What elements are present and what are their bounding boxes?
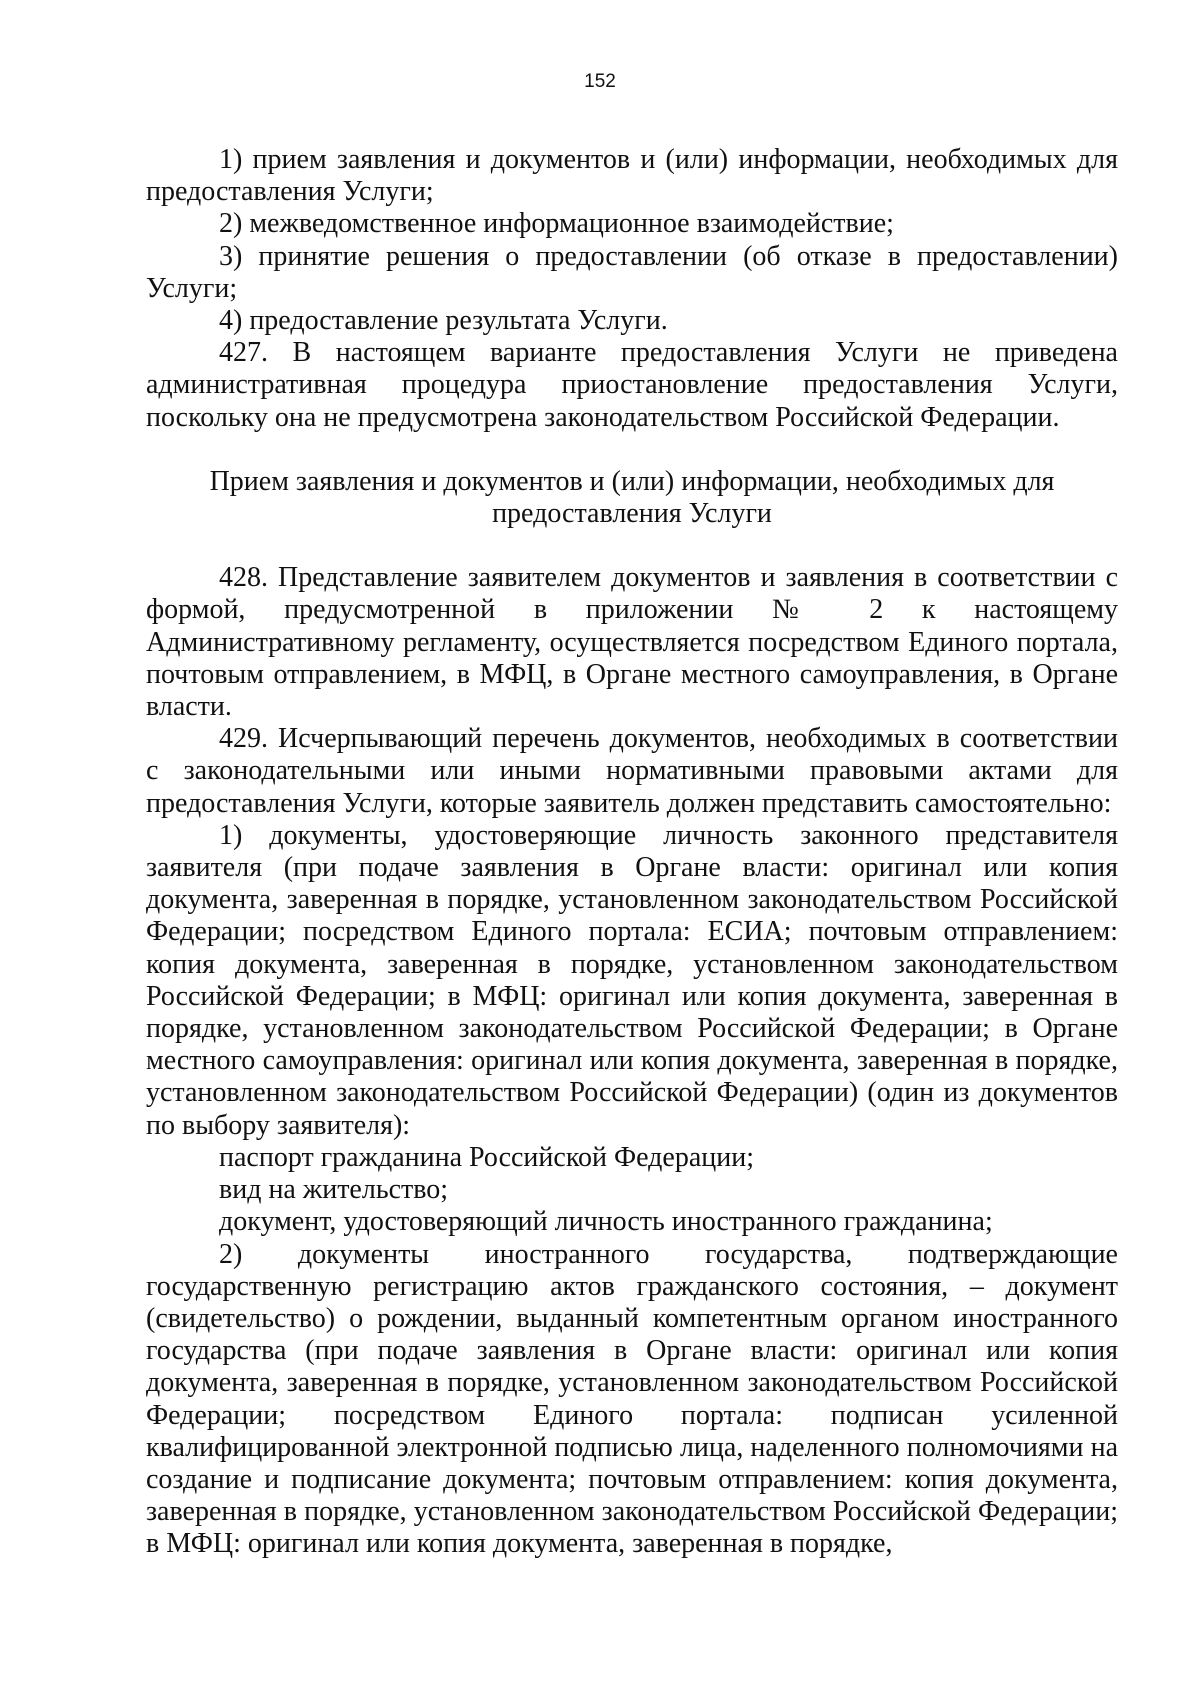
page-body [146,144,1118,1561]
list-item-2: 2) документы иностранного государства, подтверждающие государственную регистрацию актов гражданского состояния, – документ (свидетельство) о рождении, выданный компетентным органом иностранного государства (при подаче заявления в Органе власти: оригинал или копия документа, заверенная в порядке, установленном законодательством Российской Федерации; посредством Единого портала: подписан усиленной квалифицированной электронной подписью лица, наделенного полномочиями на создание и подписание документа; почтовым отправлением: копия документа, заверенная в порядке, установленном законодательством Российской Федерации; в МФЦ: оригинал или копия документа, заверенная в порядке, [146,1238,1118,1560]
page-number: 152 [584,71,616,92]
step-3: 3) принятие решения о предоставлении (об отказе в предоставлении) Услуги; [146,240,1118,304]
document-option-residence-permit: вид на жительство; [219,1174,449,1206]
paragraph-428: 428. Представление заявителем документов и заявления в соответствии с формой, предусмотренной в приложении № 2 к настоящему Административному регламенту, осуществляется посредством Единого портала, почтовым отправлением, в МФЦ, в Органе местного самоуправления, в Органе власти. [146,562,1118,723]
step-2: 2) межведомственное информационное взаимодействие; [219,208,894,240]
paragraph-429: 429. Исчерпывающий перечень документов, необходимых в соответствии с законодательными или иными нормативными правовыми актами для предоставления Услуги, которые заявитель должен представить самостоятельно: [146,723,1118,819]
section-heading-line-2: предоставления Услуги [492,498,772,530]
section-heading-line-1: Прием заявления и документов и (или) информации, необходимых для [209,465,1055,497]
step-4: 4) предоставление результата Услуги. [219,305,668,337]
step-1: 1) прием заявления и документов и (или) информации, необходимых для предоставления Услуги; [146,144,1118,208]
paragraph-427: 427. В настоящем варианте предоставления Услуги не приведена административная процедура приостановление предоставления Услуги, поскольку она не предусмотрена законодательством Российской Федерации. [146,337,1118,433]
list-item-1: 1) документы, удостоверяющие личность законного представителя заявителя (при подаче заявления в Органе власти: оригинал или копия документа, заверенная в порядке, установленном законодательством Российской Федерации; посредством Единого портала: ЕСИА; почтовым отправлением: копия документа, заверенная в порядке, установленном законодательством Российской Федерации; в МФЦ: оригинал или копия документа, заверенная в порядке, установленном законодательством Российской Федерации; в Органе местного самоуправления: оригинал или копия документа, заверенная в порядке, установленном законодательством Российской Федерации) (один из документов по выбору заявителя): [146,819,1118,1141]
document-option-passport: паспорт гражданина Российской Федерации; [219,1141,755,1173]
section-heading [146,466,1118,530]
document-option-foreign-id: документ, удостоверяющий личность иностранного гражданина; [219,1206,993,1238]
